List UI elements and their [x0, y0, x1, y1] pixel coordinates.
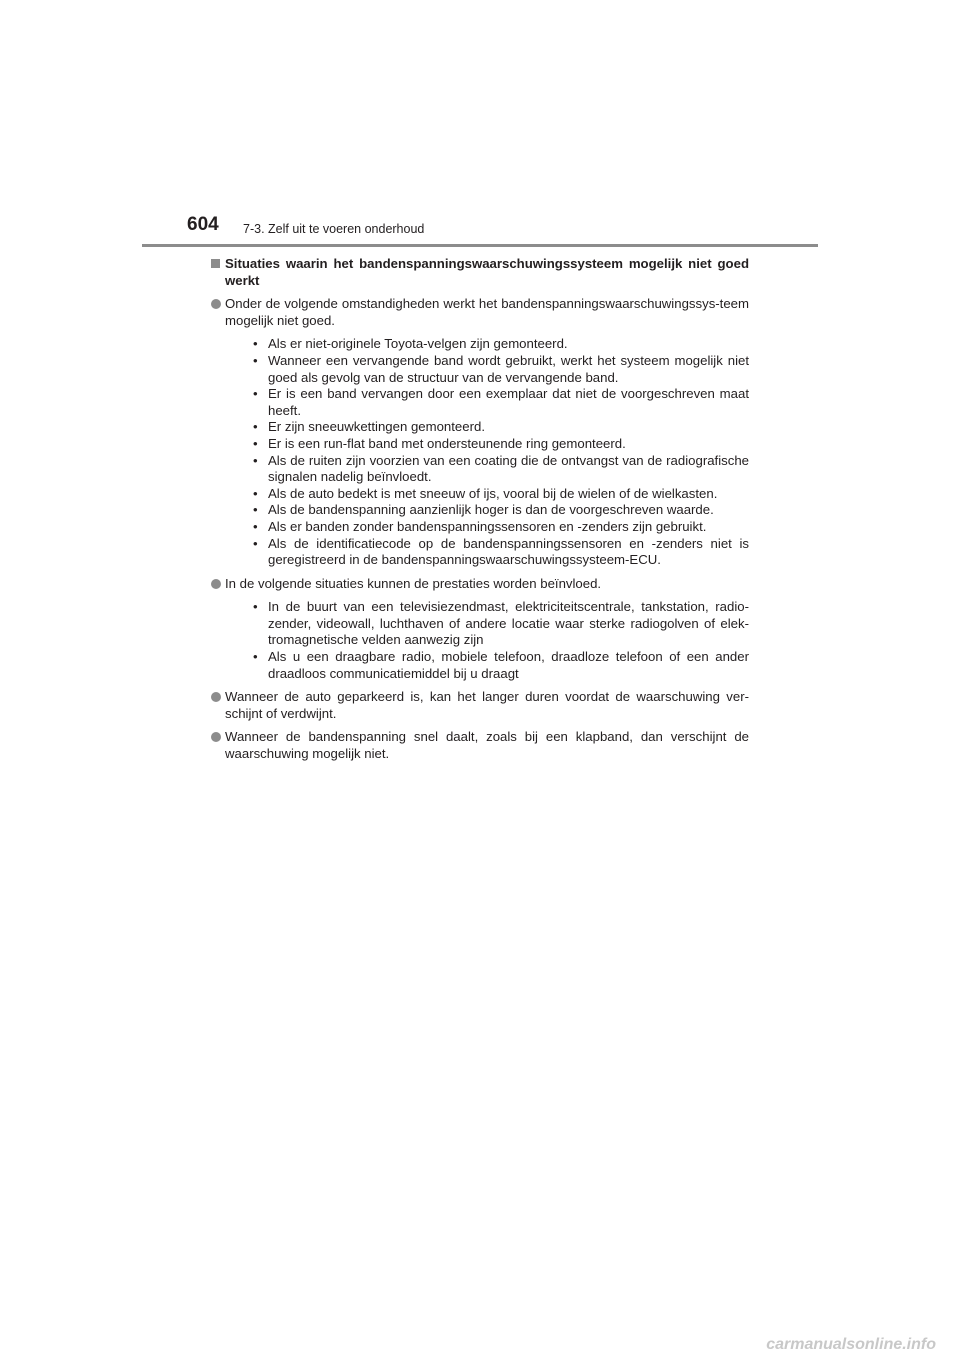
paragraph [211, 729, 749, 762]
list-item-text: Als u een draagbare radio, mobiele telefoon, draadloze telefoon of een ander draadloos communicatiemiddel bij u draagt [268, 649, 749, 681]
round-bullet-icon [211, 579, 221, 589]
list-item-text: Er zijn sneeuwkettingen gemonteerd. [268, 419, 485, 435]
paragraph [211, 296, 749, 569]
section-title: 7-3. Zelf uit te voeren onderhoud [243, 222, 425, 236]
paragraph-text: In de volgende situaties kunnen de prestaties worden beïnvloed. [225, 575, 602, 591]
page-number: 604 [187, 214, 219, 235]
bullet-icon: • [253, 435, 258, 451]
subsection-heading [211, 256, 749, 289]
list-item [251, 436, 749, 453]
list-item [251, 649, 749, 682]
list-item-text: In de buurt van een televisiezendmast, elektriciteitscentrale, tankstation, radio-zender, videowall, luchthaven of andere locatie waar sterke radiogolven of elek-tromagnetische velden aanwezig zijn [268, 599, 749, 648]
paragraph-list [211, 296, 749, 762]
bullet-icon: • [253, 419, 258, 435]
list-item-text: Er is een run-flat band met ondersteunende ring gemonteerd. [268, 435, 626, 451]
bullet-icon: • [253, 535, 258, 551]
paragraph-text: Wanneer de auto geparkeerd is, kan het langer duren voordat de waarschuwing ver-schijnt of verdwijnt. [225, 689, 749, 721]
round-bullet-icon [211, 692, 221, 702]
paragraph [211, 689, 749, 722]
bullet-list [225, 599, 749, 682]
bullet-icon: • [253, 599, 258, 615]
watermark: carmanualsonline.info [766, 1336, 936, 1353]
list-item [251, 599, 749, 649]
list-item-text: Als de bandenspanning aanzienlijk hoger is dan de voorgeschreven waarde. [268, 502, 714, 518]
bullet-icon: • [253, 336, 258, 352]
round-bullet-icon [211, 299, 221, 309]
list-item-text: Als er niet-originele Toyota-velgen zijn gemonteerd. [268, 336, 568, 352]
list-item [251, 536, 749, 569]
bullet-icon: • [253, 386, 258, 402]
bullet-icon: • [253, 352, 258, 368]
header-divider [142, 244, 818, 247]
list-item-text: Er is een band vervangen door een exemplaar dat niet de voorgeschreven maat heeft. [268, 386, 749, 418]
list-item [251, 486, 749, 503]
bullet-icon: • [253, 452, 258, 468]
round-bullet-icon [211, 732, 221, 742]
square-bullet-icon [211, 259, 220, 268]
list-item [251, 353, 749, 386]
list-item [251, 336, 749, 353]
main-content [211, 256, 749, 763]
bullet-icon: • [253, 518, 258, 534]
list-item-text: Als de auto bedekt is met sneeuw of ijs, vooral bij de wielen of de wielkasten. [268, 485, 718, 501]
list-item [251, 502, 749, 519]
list-item [251, 519, 749, 536]
list-item-text: Als er banden zonder bandenspanningssensoren en -zenders zijn gebruikt. [268, 518, 707, 534]
list-item-text: Wanneer een vervangende band wordt gebruikt, werkt het systeem mogelijk niet goed als gevolg van de structuur van de vervangende band. [268, 352, 749, 385]
bullet-icon: • [253, 502, 258, 518]
bullet-icon: • [253, 485, 258, 501]
paragraph [211, 576, 749, 683]
list-item [251, 419, 749, 436]
list-item-text: Als de identificatiecode op de bandenspanningssensoren en -zenders niet is geregistreerd in de bandenspanningswaarschuwingssysteem-ECU. [268, 535, 749, 568]
bullet-list [225, 336, 749, 568]
list-item-text: Als de ruiten zijn voorzien van een coating die de ontvangst van de radiografische signalen nadelig beïnvloedt. [268, 452, 749, 485]
paragraph-text: Wanneer de bandenspanning snel daalt, zoals bij een klapband, dan verschijnt de waarschuwing mogelijk niet. [225, 729, 749, 762]
list-item [251, 453, 749, 486]
heading-text: Situaties waarin het bandenspanningswaarschuwingssysteem mogelijk niet goed werkt [225, 256, 749, 288]
paragraph-text: Onder de volgende omstandigheden werkt het bandenspanningswaarschuwingssys-teem mogelijk niet goed. [225, 296, 749, 328]
bullet-icon: • [253, 649, 258, 665]
list-item [251, 386, 749, 419]
